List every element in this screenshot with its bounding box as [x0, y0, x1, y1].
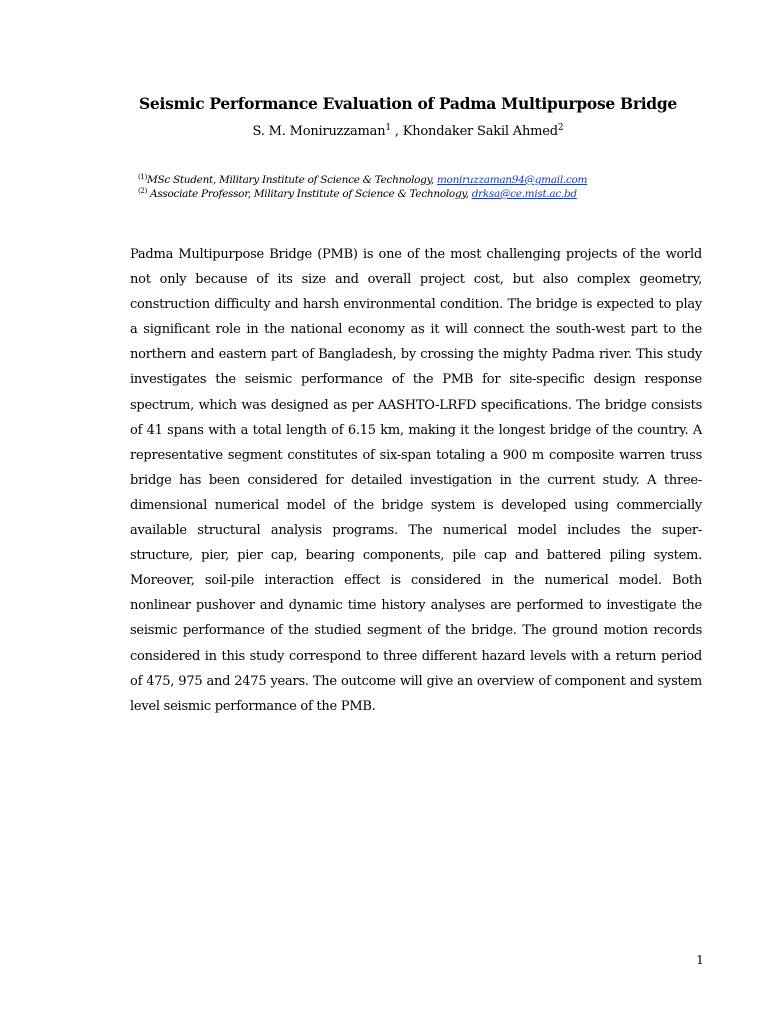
affiliation-mark: (2) [138, 187, 148, 195]
abstract-paragraph: Padma Multipurpose Bridge (PMB) is one of the most challenging projects of the world not only because of its size and overall project cost, but also complex geometry, construction difficulty and harsh environmental condition. The bridge is expected to play a significant role in the national economy as it will connect the south-west part to the northern and eastern part of Bangladesh, by crossing the mighty Padma river. This study investigates the seismic performance of the PMB for site-specific design response spectrum, which was designed as per AASHTO-LRFD specifications. The bridge consists of 41 spans with a total length of 6.15 km, making it the longest bridge of the country. A representative segment constitutes of six-span totaling a 900 m composite warren truss bridge has been considered for detailed investigation in the current study. A three-dimensional numerical model of the bridge system is developed using commercially available structural analysis programs. The numerical model includes the super-structure, pier, pier cap, bearing components, pile cap and battered piling system. Moreover, soil-pile interaction effect is considered in the numerical model. Both nonlinear pushover and dynamic time history analyses are performed to investigate the seismic performance of the studied segment of the bridge. The ground motion records considered in this study correspond to three different hazard levels with a return period of 475, 975 and 2475 years. The outcome will give an overview of component and system level seismic performance of the PMB. [130, 247, 702, 714]
author-name: Khondaker Sakil Ahmed [402, 124, 558, 139]
affiliation-mark: (1) [138, 173, 148, 181]
author-line [0, 123, 768, 141]
paper-title: Seismic Performance Evaluation of Padma Multipurpose Bridge [139, 94, 677, 113]
affiliations [138, 173, 658, 201]
author-name: S. M. Moniruzzaman [252, 124, 386, 139]
affiliation-text: Associate Professor, Military Institute of Science & Technology, [147, 188, 472, 200]
author-separator: , [390, 124, 403, 139]
affiliation-line [138, 187, 658, 201]
email-link[interactable]: moniruzzaman94@gmail.com [436, 174, 588, 186]
affiliation-marker: 1 [385, 123, 391, 133]
email-link[interactable]: drksa@ce.mist.ac.bd [471, 188, 577, 200]
page-number: 1 [696, 953, 704, 967]
affiliation-marker: 2 [557, 123, 564, 133]
affiliation-line [138, 173, 658, 187]
affiliation-text: MSc Student, Military Institute of Science & Technology, [147, 174, 437, 186]
